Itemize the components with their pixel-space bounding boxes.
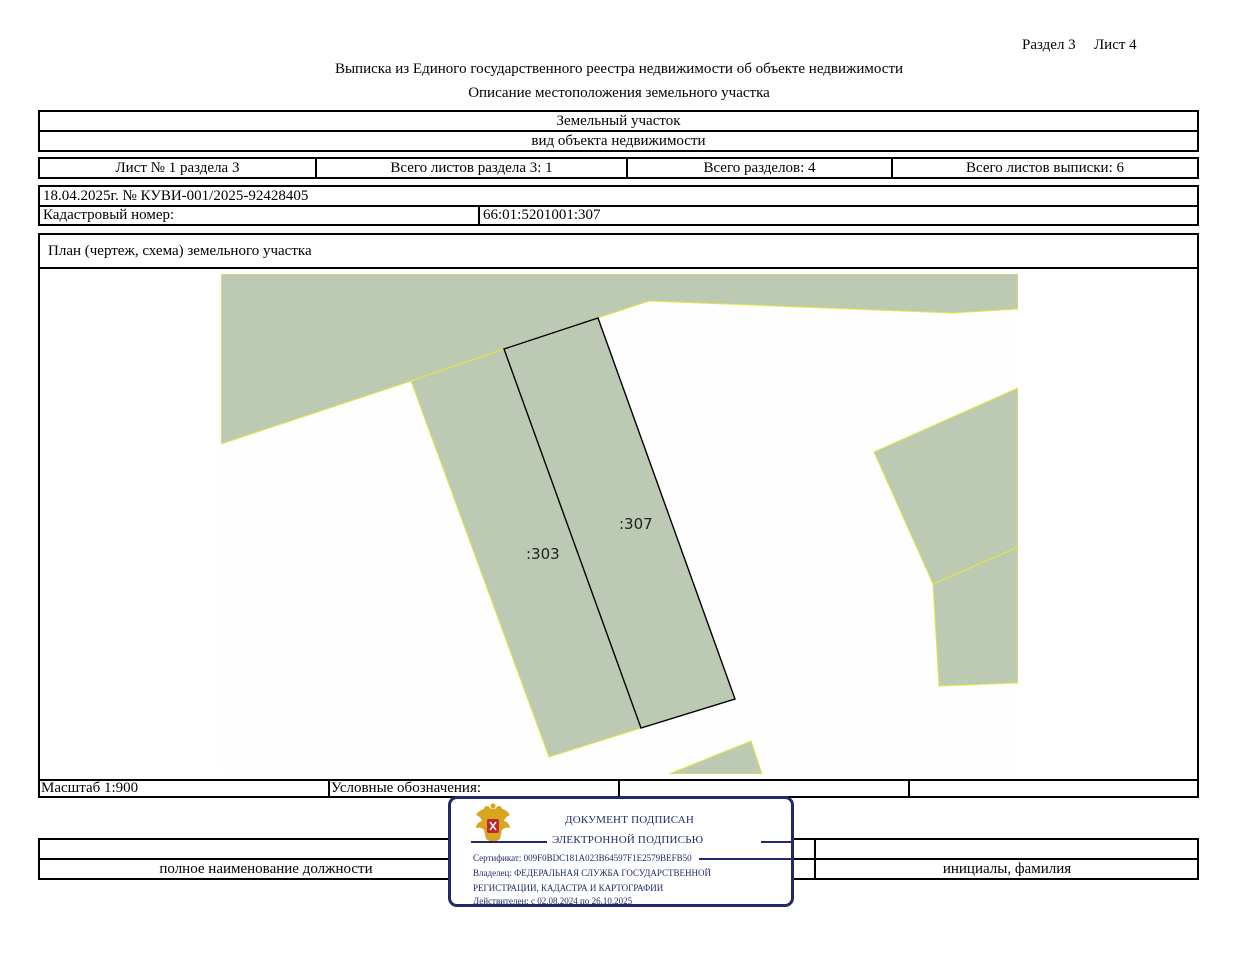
legend-label-cell: Условные обозначения: bbox=[328, 779, 620, 798]
object-type-caption: вид объекта недвижимости bbox=[38, 130, 1199, 152]
section-number: Раздел 3 bbox=[1022, 37, 1076, 53]
stamp-rule-right bbox=[761, 841, 793, 843]
object-type: Земельный участок bbox=[38, 110, 1199, 132]
stamp-certificate: Сертификат: 009F0BDC181A023B64597F1E2579BEFB50 bbox=[473, 853, 692, 863]
plan-drawing bbox=[221, 274, 1018, 774]
stamp-validity: Действителен: с 02.08.2024 по 26.10.2025 bbox=[473, 896, 633, 906]
sheet-no-cell: Лист № 1 раздела 3 bbox=[38, 157, 317, 179]
stamp-rule-certificate bbox=[699, 858, 793, 860]
total-sheets-extract-cell: Всего листов выписки: 6 bbox=[891, 157, 1199, 179]
document-title: Выписка из Единого государственного реестра недвижимости об объекте недвижимости bbox=[334, 61, 904, 77]
stamp-line-2: ЭЛЕКТРОННОЙ ПОДПИСЬЮ bbox=[552, 834, 704, 846]
stamp-owner-1: Владелец: ФЕДЕРАЛЬНАЯ СЛУЖБА ГОСУДАРСТВЕННОЙ bbox=[473, 868, 712, 878]
cadastral-value: 66:01:5201001:307 bbox=[478, 205, 1199, 226]
sheet-number: Лист 4 bbox=[1094, 37, 1137, 53]
stamp-rule-left bbox=[471, 841, 547, 843]
total-sheets-section-cell: Всего листов раздела 3: 1 bbox=[315, 157, 628, 179]
parcel-303-label: :303 bbox=[526, 545, 560, 563]
name-caption: инициалы, фамилия bbox=[942, 861, 1072, 877]
position-caption: полное наименование должности bbox=[159, 861, 373, 877]
total-sections-cell: Всего разделов: 4 bbox=[626, 157, 893, 179]
plan-heading: План (чертеж, схема) земельного участка bbox=[38, 233, 1199, 269]
document-subtitle: Описание местоположения земельного участка bbox=[468, 85, 770, 101]
scale-cell: Масштаб 1:900 bbox=[38, 779, 330, 798]
legend-cell-2 bbox=[908, 779, 1199, 798]
parcel-307-label: :307 bbox=[619, 515, 653, 533]
date-number-cell: 18.04.2025г. № КУВИ-001/2025-92428405 bbox=[38, 185, 1199, 207]
cadastral-label: Кадастровый номер: bbox=[38, 205, 480, 226]
signature-stamp bbox=[448, 796, 794, 907]
stamp-line-1: ДОКУМЕНТ ПОДПИСАН bbox=[565, 814, 695, 826]
stamp-owner-2: РЕГИСТРАЦИИ, КАДАСТРА И КАРТОГРАФИИ bbox=[473, 883, 664, 893]
